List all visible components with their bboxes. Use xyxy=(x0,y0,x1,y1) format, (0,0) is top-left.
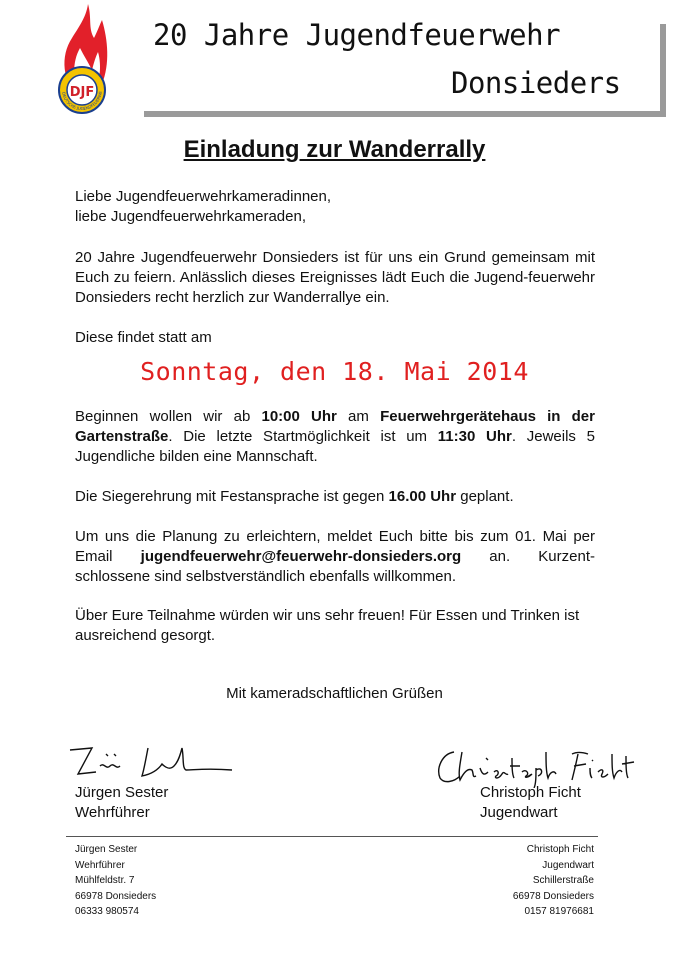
signatory-right-role: Jugendwart xyxy=(480,804,558,821)
closing-greeting: Mit kameradschaftlichen Grüßen xyxy=(226,685,443,702)
date-intro: Diese findet statt am xyxy=(75,329,212,346)
signatory-right-name: Christoph Ficht xyxy=(480,784,581,801)
intro-paragraph: 20 Jahre Jugendfeuerwehr Donsieders ist für uns ein Grund gemeinsam mit Euch zu feiern. Anlässlich dieses Ereignisses lädt Euch die Jugend-feuerwehr Donsieders recht herzlich zur Wanderrallye ein. xyxy=(75,249,595,306)
svg-text:DEUTSCHE JUGENDFEUERWEHR: DEUTSCHE JUGENDFEUERWE xyxy=(61,90,103,112)
participation-paragraph: Über Eure Teilnahme würden wir uns sehr freuen! Für Essen und Trinken ist ausreichend gesorgt. xyxy=(75,607,580,644)
footer-right-phone: 0157 81976681 xyxy=(524,906,594,917)
footer-right-role: Jugendwart xyxy=(542,859,594,871)
signature-juergen-sester xyxy=(66,740,236,784)
registration-paragraph: Um uns die Planung zu erleichtern, meldet Euch bitte bis zum 01. Mai per Email jugendfeuerwehr@feuerwehr-donsieders.org an. Kurzent-schlossene sind selbstverständlich ebenfalls willkommen. xyxy=(75,528,595,585)
footer-right-city: 66978 Donsieders xyxy=(512,890,594,902)
signatory-left xyxy=(75,783,168,823)
page-title: Einladung zur Wanderrally xyxy=(183,136,486,163)
svg-text:DJF: DJF xyxy=(69,85,95,100)
start-place: Feuerwehrgerätehaus in der Gartenstraße xyxy=(75,408,595,445)
signatory-left-name: Jürgen Sester xyxy=(75,784,169,801)
salutation-line2: liebe Jugendfeuerwehrkameraden, xyxy=(75,208,306,225)
ceremony-paragraph: Die Siegerehrung mit Festansprache ist gegen 16.00 Uhr geplant. xyxy=(75,488,514,505)
event-date: Sonntag, den 18. Mai 2014 xyxy=(140,357,529,386)
start-time: 10:00 Uhr xyxy=(261,408,337,425)
signatory-right xyxy=(480,783,581,823)
last-start-time: 11:30 Uhr xyxy=(437,428,512,445)
salutation-line1: Liebe Jugendfeuerwehrkameradinnen, xyxy=(75,188,332,205)
header-title-line1: 20 Jahre Jugendfeuerwehr xyxy=(153,18,561,52)
contact-email[interactable]: jugendfeuerwehr@feuerwehr-donsieders.org xyxy=(140,548,462,565)
ceremony-time: 16.00 Uhr xyxy=(388,488,457,505)
jugendfeuerwehr-logo xyxy=(58,4,110,116)
salutation xyxy=(75,187,595,227)
footer-left-name: Jürgen Sester xyxy=(75,844,138,855)
footer-left-street: Mühlfeldstr. 7 xyxy=(75,875,135,886)
footer-left-role: Wehrführer xyxy=(75,859,125,871)
footer-right-street: Schillerstraße xyxy=(532,875,594,886)
footer-divider xyxy=(66,836,598,837)
footer-left-city: 66978 Donsieders xyxy=(75,890,157,902)
header-title-line2: Donsieders xyxy=(451,66,621,100)
footer-left-phone: 06333 980574 xyxy=(75,906,139,917)
signatory-left-role: Wehrführer xyxy=(75,804,150,821)
signature-christoph-ficht xyxy=(432,744,637,788)
footer-right-address xyxy=(513,842,594,920)
start-paragraph: Beginnen wollen wir ab 10:00 Uhr am Feuerwehrgerätehaus in der Gartenstraße. Die letzte Startmöglichkeit ist um 11:30 Uhr. Jeweils 5 Jugendliche bilden eine Mannschaft. xyxy=(75,408,595,465)
footer-left-address xyxy=(75,842,156,920)
footer-right-name: Christoph Ficht xyxy=(526,844,594,855)
